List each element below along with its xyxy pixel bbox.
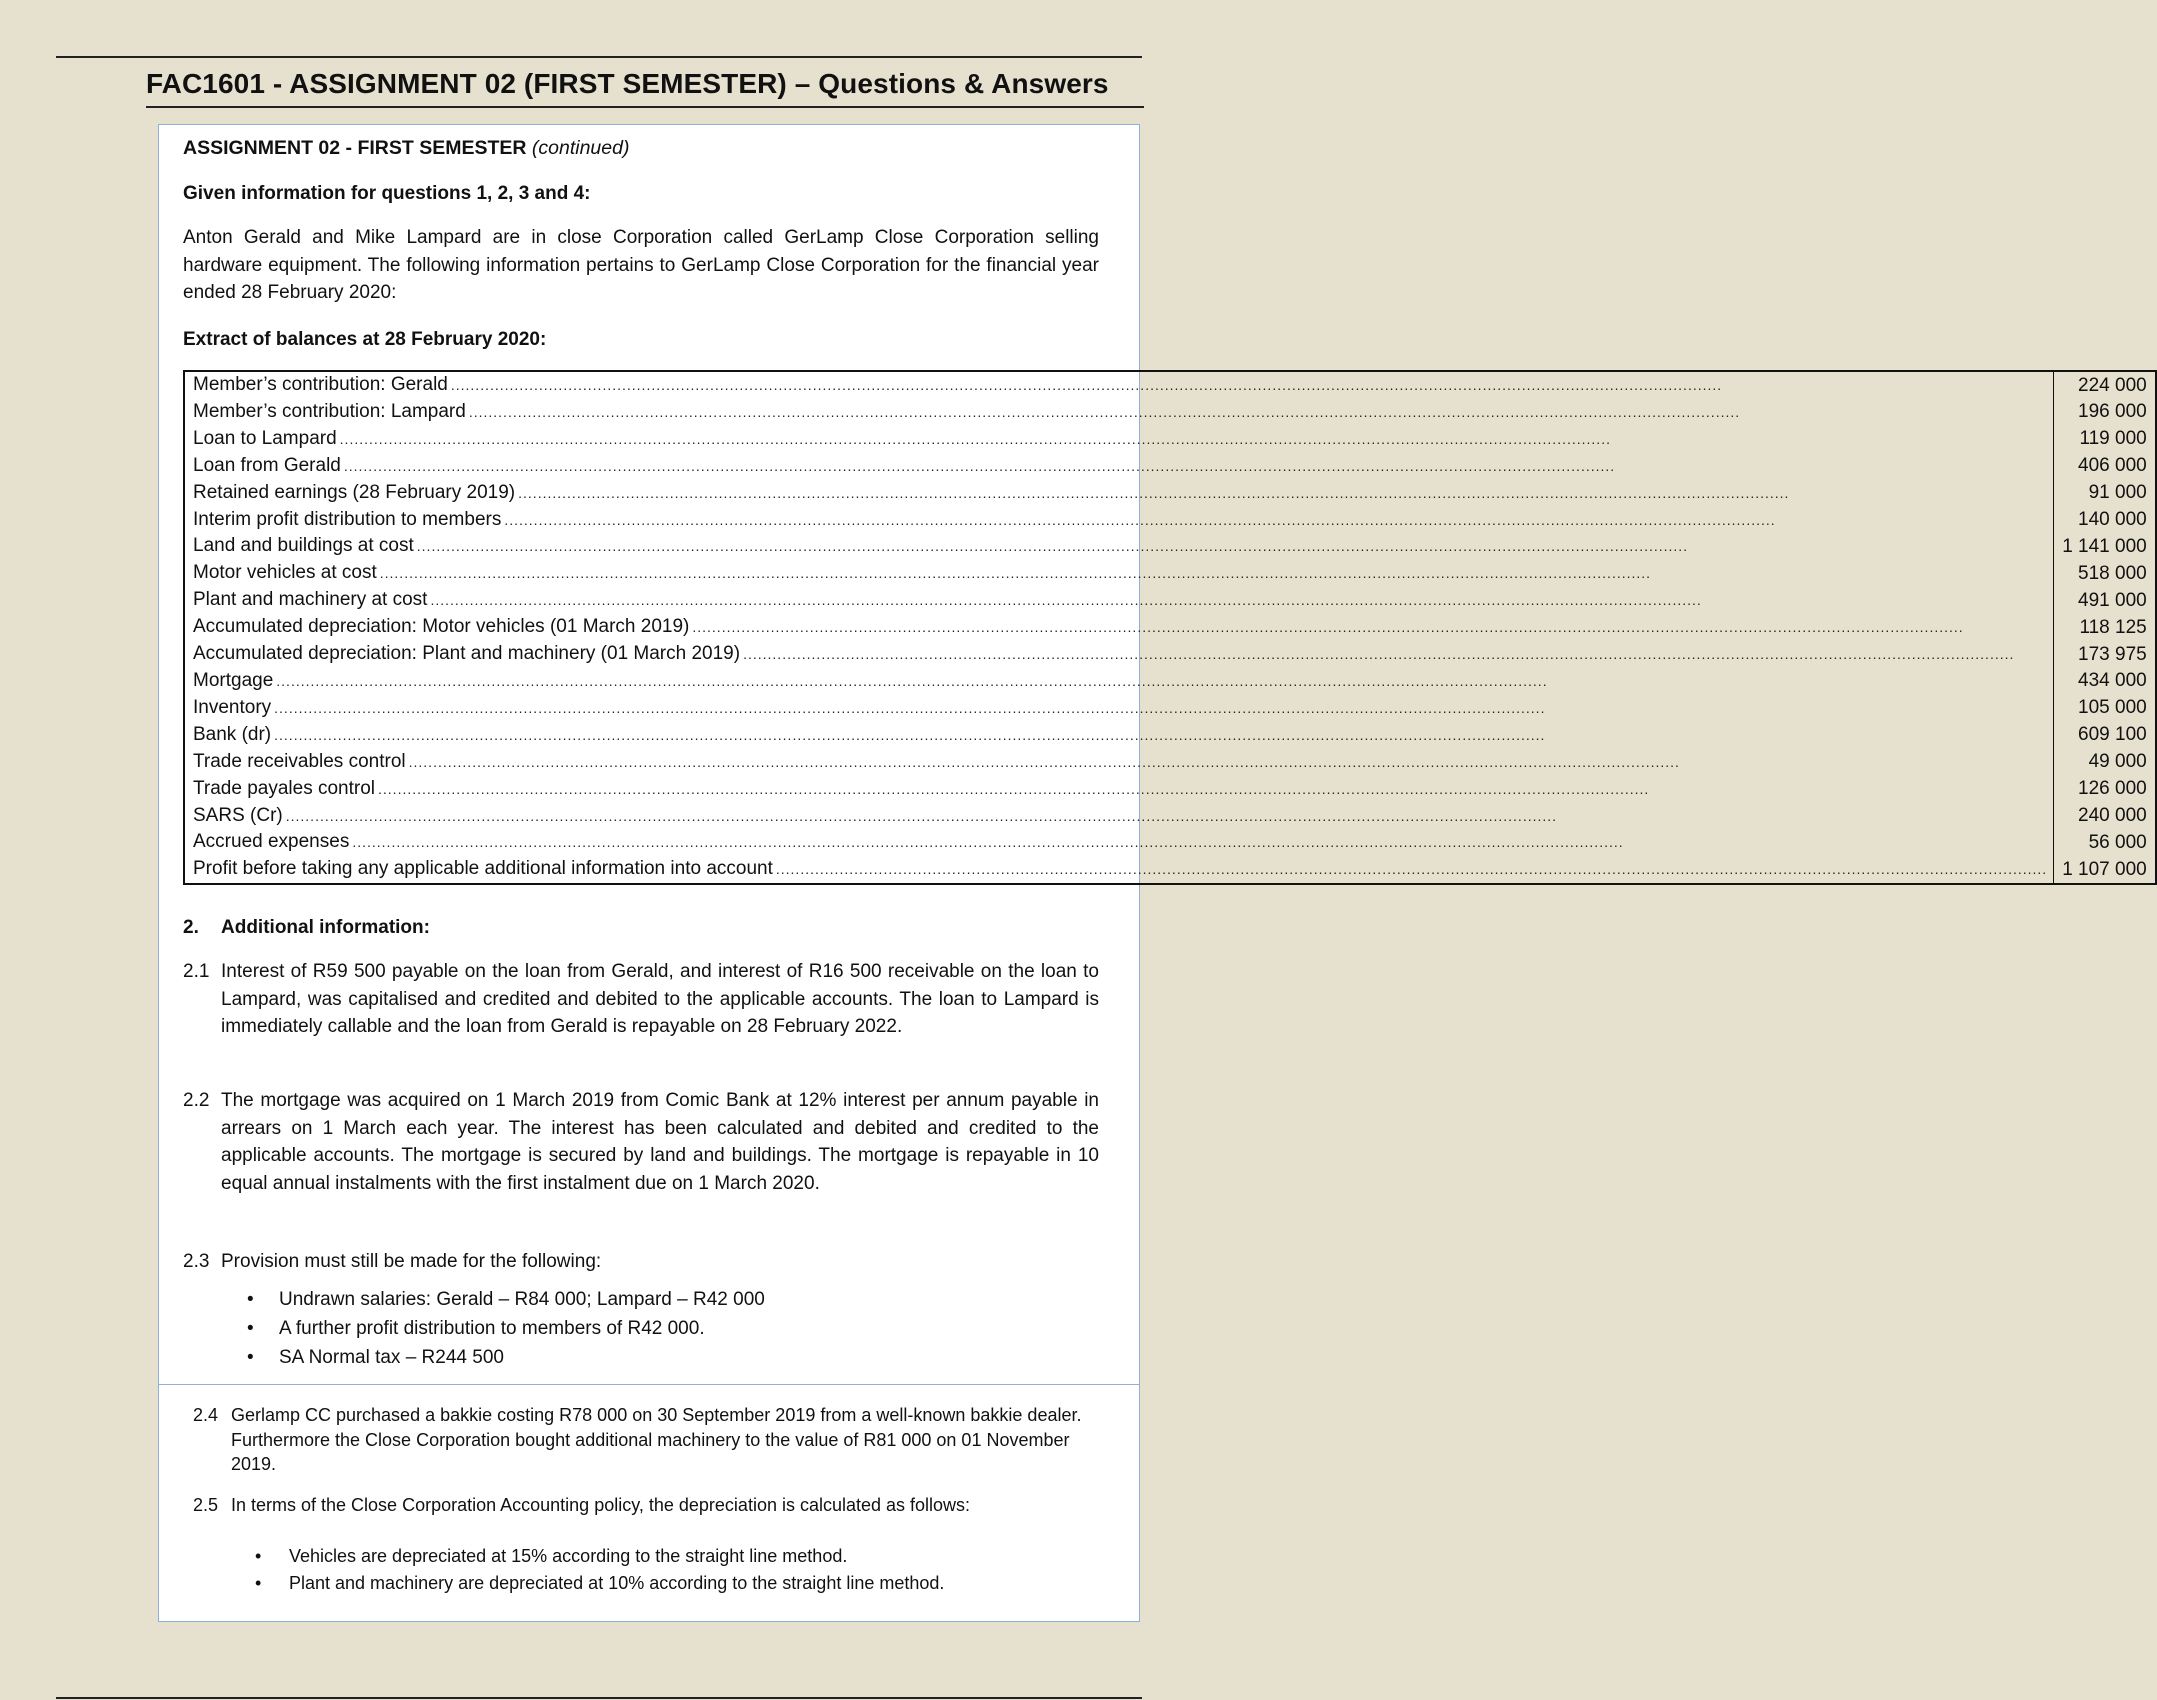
balance-label: Retained earnings (28 February 2019)	[193, 481, 516, 503]
dot-leader: ....................................................................................................................................................................................................................................................................	[450, 377, 1723, 393]
balance-amount: 118 125	[2079, 616, 2147, 638]
list-item: • Plant and machinery are depreciated at 10% according to the straight line method.	[255, 1570, 944, 1597]
dot-leader: ....................................................................................................................................................................................................................................................................	[468, 403, 1741, 420]
balance-amount: 1 107 000	[2062, 858, 2147, 880]
para-2-1	[183, 958, 1099, 1041]
balance-label: Trade payales control	[193, 777, 376, 799]
balance-amount: 1 141 000	[2062, 535, 2147, 557]
para-2-2-number: 2.2	[183, 1090, 210, 1111]
list-item: • SA Normal tax – R244 500	[247, 1343, 765, 1372]
table-row	[184, 453, 2156, 480]
dot-leader: ....................................................................................................................................................................................................................................................................	[743, 646, 2015, 663]
table-row	[184, 641, 2156, 668]
para-2-4-text: Gerlamp CC purchased a bakkie costing R78 000 on 30 September 2019 from a well-known bakkie dealer. Furthermore the Close Corporation bought additional machinery to the value of R81 000 on 01 November 2019.	[231, 1405, 1082, 1474]
balance-amount: 224 000	[2078, 374, 2147, 396]
balance-amount: 240 000	[2078, 805, 2147, 826]
balance-label-cell	[184, 856, 2054, 884]
balance-label-cell	[184, 371, 2054, 399]
balance-label: Loan to Lampard	[193, 427, 337, 449]
balance-label-cell	[184, 480, 2054, 507]
balance-label: Inventory	[193, 696, 272, 718]
balance-label: Loan from Gerald	[193, 454, 341, 476]
dot-leader: ....................................................................................................................................................................................................................................................................	[416, 538, 1689, 555]
assignment-heading-suffix: (continued)	[531, 137, 630, 159]
assignment-panel	[158, 124, 2147, 1622]
balance-label: Profit before taking any applicable additional information into account	[193, 858, 773, 880]
dot-leader: ....................................................................................................................................................................................................................................................................	[274, 726, 1546, 743]
table-row	[184, 371, 2156, 399]
table-row	[184, 614, 2156, 641]
dot-leader: ....................................................................................................................................................................................................................................................................	[518, 484, 1790, 501]
balance-label-cell	[184, 829, 2054, 856]
balance-label-cell	[184, 507, 2054, 534]
depreciation-list	[255, 1543, 944, 1596]
balance-label: Member’s contribution: Lampard	[193, 400, 466, 422]
list-item: • A further profit distribution to members of R42 000.	[247, 1314, 765, 1343]
section-2-heading	[183, 914, 430, 942]
list-item: • Vehicles are depreciated at 15% according to the straight line method.	[255, 1543, 944, 1570]
table-row	[184, 560, 2156, 587]
balance-amount: 491 000	[2078, 589, 2147, 611]
balance-label-cell	[184, 749, 2054, 776]
page-title: FAC1601 - ASSIGNMENT 02 (FIRST SEMESTER) – Questions & Answers	[146, 68, 1109, 99]
dot-leader: ....................................................................................................................................................................................................................................................................	[285, 807, 1558, 824]
dot-leader: ....................................................................................................................................................................................................................................................................	[274, 699, 1546, 716]
balance-label: Bank (dr)	[193, 723, 272, 745]
balance-amount: 91 000	[2088, 482, 2147, 504]
balance-label-cell	[184, 722, 2054, 749]
top-rule	[56, 56, 1142, 58]
balance-amount: 119 000	[2079, 428, 2147, 450]
table-row	[184, 803, 2156, 830]
dot-leader: ....................................................................................................................................................................................................................................................................	[692, 619, 1964, 636]
table-row	[184, 480, 2156, 507]
balances-table-body	[184, 371, 2156, 884]
para-2-1-text: Interest of R59 500 payable on the loan from Gerald, and interest of R16 500 receivable on the loan to Lampard, was capitalised and credited and debited to the applicable accounts. The loan to Lampard is immediately callable and the loan from Gerald is repayable on 28 February 2022.	[221, 961, 1099, 1037]
para-2-2-text: The mortgage was acquired on 1 March 2019 from Comic Bank at 12% interest per annum payable in arrears on 1 March each year. The interest has been calculated and debited and credited to the applicable accounts. The mortgage is secured by land and buildings. The mortgage is repayable in 10 equal annual instalments with the first instalment due on 1 March 2020.	[221, 1090, 1099, 1194]
balance-amount: 56 000	[2088, 831, 2147, 853]
table-row	[184, 695, 2156, 722]
balances-table	[183, 370, 2157, 885]
balance-label-cell	[184, 803, 2054, 830]
table-row	[184, 587, 2156, 614]
balance-amount: 49 000	[2088, 751, 2147, 773]
table-row	[184, 776, 2156, 803]
section-2-number: 2.	[183, 917, 199, 938]
balance-label-cell	[184, 587, 2054, 614]
dot-leader: ....................................................................................................................................................................................................................................................................	[276, 672, 1548, 689]
balance-label-cell	[184, 776, 2054, 803]
assignment-heading-text: ASSIGNMENT 02 - FIRST SEMESTER	[183, 137, 527, 159]
dot-leader: ....................................................................................................................................................................................................................................................................	[504, 511, 1776, 528]
balance-label-cell	[184, 614, 2054, 641]
dot-leader: ....................................................................................................................................................................................................................................................................	[430, 592, 1702, 609]
para-2-1-number: 2.1	[183, 961, 210, 982]
balance-label-cell	[184, 453, 2054, 480]
assignment-heading	[183, 135, 629, 163]
table-row	[184, 533, 2156, 560]
para-2-3	[183, 1248, 1099, 1276]
dot-leader: ....................................................................................................................................................................................................................................................................	[343, 457, 1616, 474]
balance-label: Land and buildings at cost	[193, 535, 414, 557]
panel-divider	[159, 1384, 1139, 1385]
balance-label: Interim profit distribution to members	[193, 508, 502, 530]
dot-leader: ....................................................................................................................................................................................................................................................................	[408, 753, 1680, 770]
bottom-rule	[56, 1697, 1142, 1699]
para-2-3-number: 2.3	[183, 1251, 210, 1272]
provision-list	[247, 1285, 765, 1372]
balance-label: Accrued expenses	[193, 831, 350, 853]
balance-label-cell	[184, 668, 2054, 695]
balance-amount: 434 000	[2078, 670, 2147, 692]
extract-heading: Extract of balances at 28 February 2020:	[183, 329, 547, 350]
table-row	[184, 722, 2156, 749]
balance-label: Plant and machinery at cost	[193, 589, 428, 611]
table-row	[184, 507, 2156, 534]
table-row	[184, 426, 2156, 453]
table-row	[184, 668, 2156, 695]
table-row	[184, 856, 2156, 884]
balance-label-cell	[184, 399, 2054, 426]
balance-amount: 105 000	[2078, 697, 2147, 719]
balance-label: Accumulated depreciation: Motor vehicles (01 March 2019)	[193, 616, 690, 638]
balance-label-cell	[184, 641, 2054, 668]
balance-label: Accumulated depreciation: Plant and machinery (01 March 2019)	[193, 643, 741, 665]
section-2-title: Additional information:	[221, 917, 430, 938]
balance-amount: 196 000	[2078, 401, 2147, 423]
para-2-4	[193, 1403, 1099, 1477]
intro-paragraph: Anton Gerald and Mike Lampard are in close Corporation called GerLamp Close Corporation selling hardware equipment. The following information pertains to GerLamp Close Corporation for the financial year ended 28 February 2020:	[183, 227, 1099, 303]
balance-label: Motor vehicles at cost	[193, 562, 377, 584]
balance-amount: 126 000	[2078, 778, 2147, 800]
para-2-3-text: Provision must still be made for the following:	[221, 1251, 602, 1272]
balance-label-cell	[184, 533, 2054, 560]
dot-leader: ....................................................................................................................................................................................................................................................................	[339, 430, 1611, 447]
balance-label: Trade receivables control	[193, 750, 406, 772]
title-underline	[146, 106, 1144, 108]
table-row	[184, 749, 2156, 776]
dot-leader: ....................................................................................................................................................................................................................................................................	[352, 834, 1624, 851]
para-2-5-number: 2.5	[193, 1495, 219, 1515]
dot-leader: ....................................................................................................................................................................................................................................................................	[379, 565, 1652, 582]
balance-label: Mortgage	[193, 669, 274, 691]
balance-amount: 173 975	[2078, 643, 2147, 665]
table-row	[184, 829, 2156, 856]
given-info-heading: Given information for questions 1, 2, 3 and 4:	[183, 183, 591, 204]
balance-label: SARS (Cr)	[193, 804, 283, 826]
table-row	[184, 399, 2156, 426]
dot-leader: ....................................................................................................................................................................................................................................................................	[378, 780, 1650, 797]
balance-label-cell	[184, 560, 2054, 587]
list-item: • Undrawn salaries: Gerald – R84 000; Lampard – R42 000	[247, 1285, 765, 1314]
balance-amount: 406 000	[2078, 455, 2147, 477]
dot-leader: ....................................................................................................................................................................................................................................................................	[775, 861, 2048, 878]
para-2-2	[183, 1087, 1099, 1197]
balance-amount: 518 000	[2078, 562, 2147, 584]
balance-label-cell	[184, 695, 2054, 722]
balance-amount: 140 000	[2078, 509, 2147, 531]
balance-label: Member’s contribution: Gerald	[193, 374, 448, 395]
para-2-5	[193, 1493, 1099, 1518]
para-2-4-number: 2.4	[193, 1405, 219, 1425]
balance-label-cell	[184, 426, 2054, 453]
balance-amount: 609 100	[2078, 724, 2147, 746]
para-2-5-text: In terms of the Close Corporation Accounting policy, the depreciation is calculated as follows:	[231, 1495, 971, 1515]
